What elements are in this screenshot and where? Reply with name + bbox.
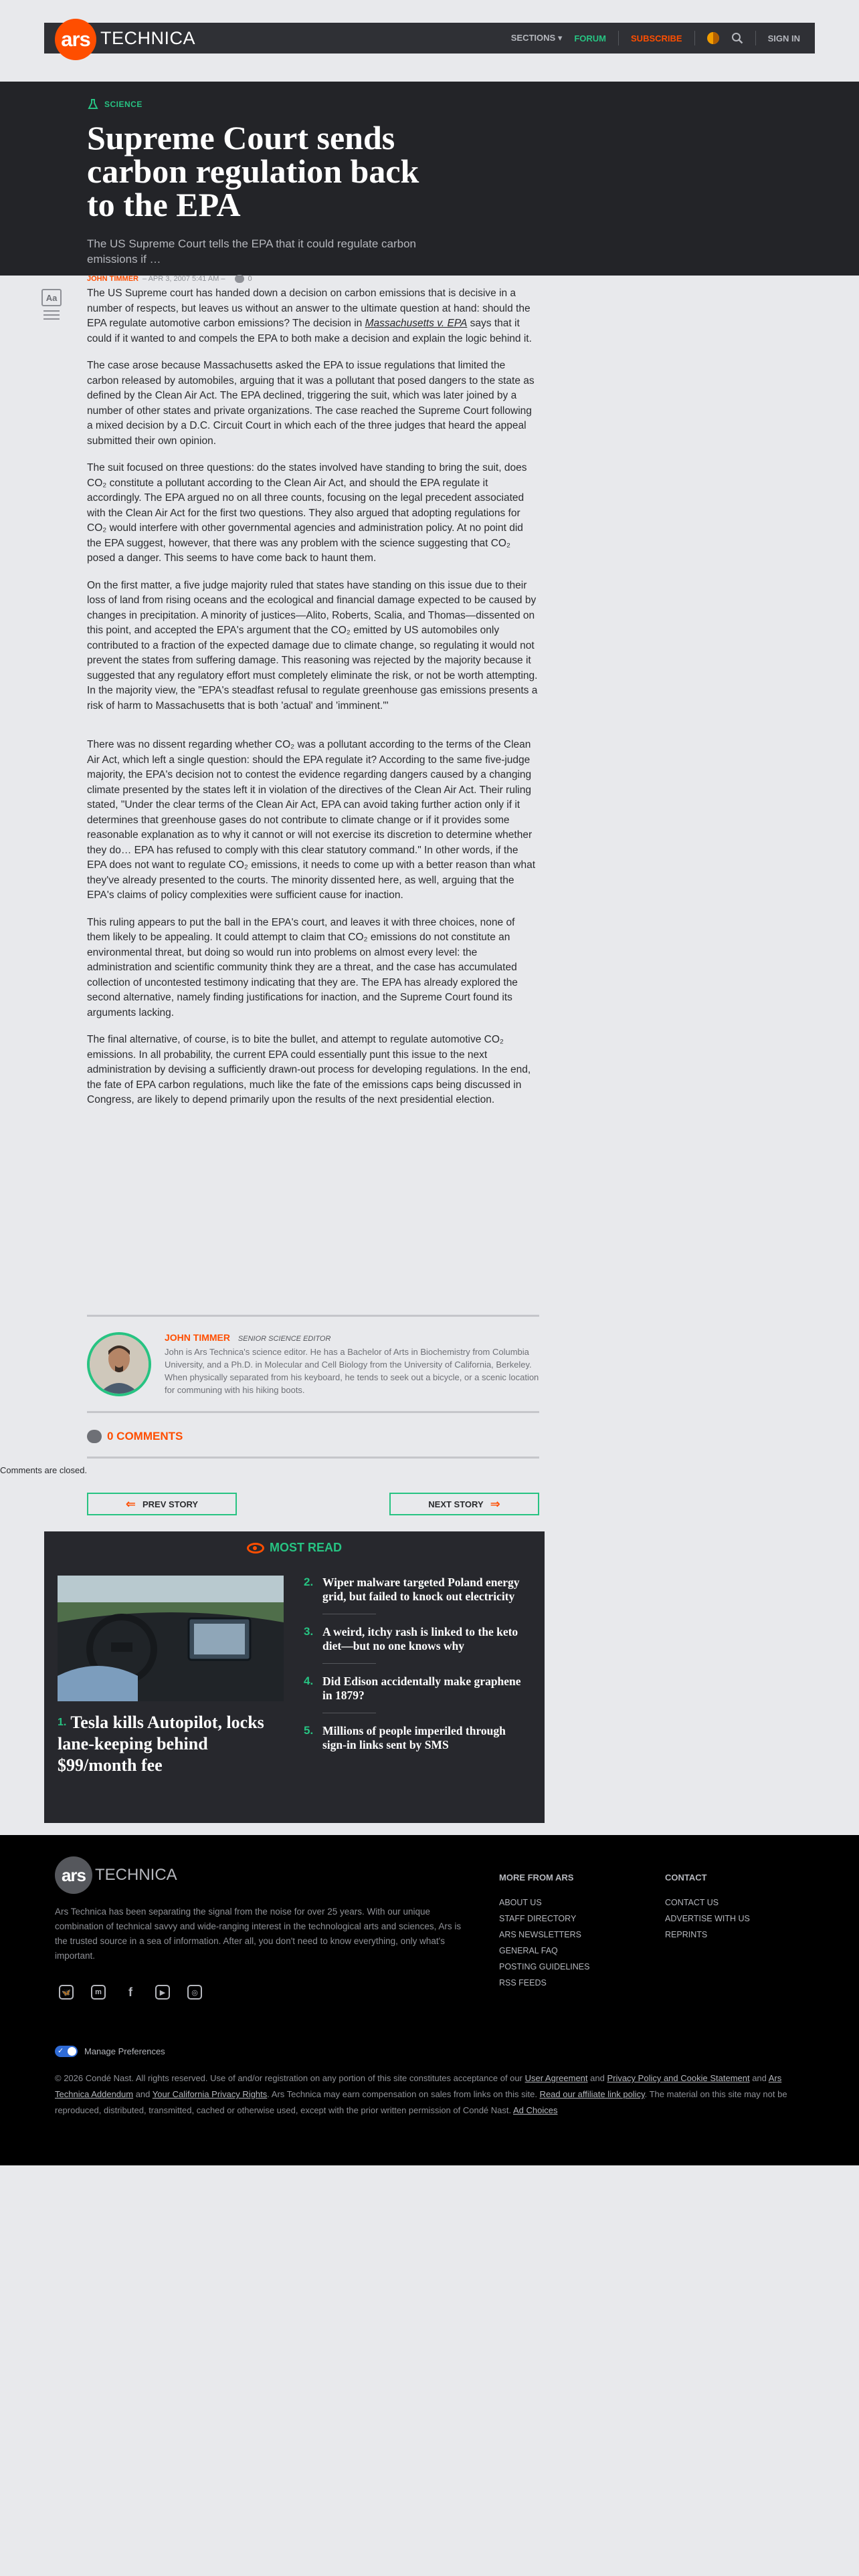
privacy-toggle-icon [55,2046,78,2057]
divider [87,1457,539,1459]
most-read-item[interactable]: 5. Millions of people imperiled through sign-in links sent by SMS [304,1724,506,1751]
logo-mark: ars [55,19,96,60]
arrow-left-icon: ⇐ [125,1497,136,1511]
arrow-right-icon: ⇒ [490,1497,500,1511]
most-read-item[interactable]: 3. A weird, itchy rash is linked to the keto diet—but no one knows why [304,1625,531,1664]
footer-contact-title: CONTACT [665,1872,707,1883]
comment-icon [87,1430,102,1443]
search-icon[interactable] [731,32,743,44]
ad-choices-link[interactable]: Ad Choices [513,2105,558,2115]
footer-logo[interactable]: ars TECHNICA [55,1856,177,1894]
nav-divider [755,31,756,45]
text-settings-button[interactable] [41,289,62,322]
nav-links [511,31,800,45]
car-interior-photo [58,1576,284,1701]
footer-link[interactable]: ARS NEWSLETTERS [499,1930,581,1939]
nav-divider [618,31,619,45]
comments-link[interactable] [87,1430,183,1443]
byline-date: – APR 3, 2007 5:41 AM – [142,275,225,283]
author-photo [90,1335,149,1394]
footer-link[interactable]: ABOUT US [499,1898,542,1907]
footer-about: Ars Technica has been separating the signal from the noise for over 25 years. With our unique combination of technical savvy and wide-ranging interest in the technological arts and sciences, Ars is the trusted source in a sea of information. After all, you don't need to know everything, only what's important. [55,1907,462,1961]
article-paragraph: The case arose because Massachusetts asked the EPA to issue regulations that limited the carbon released by automobiles, arguing that it was a pollutant that posed dangers to the state as defined by the Clean Air Act. The EPA declined, triggering the suit, which was later joined by a number of other states and private organizations. The case reached the Supreme Court following a mixed decision by a D.C. Circuit Court in which each of the three judges that heard the appeal submitted their own opinion. [87,360,535,447]
footer-link[interactable]: RSS FEEDS [499,1978,547,1988]
nav-divider [694,31,695,45]
article-body [87,286,539,1120]
text-lines-icon [41,310,62,320]
prev-story-button[interactable] [87,1493,237,1515]
affiliate-policy-link[interactable]: Read our affiliate link policy [539,2089,645,2099]
comments-closed-notice: Comments are closed. [0,1465,88,1475]
text-size-icon: Aa [41,289,62,306]
social-links [59,1985,202,2000]
facebook-icon[interactable]: f [128,1985,132,1999]
subscribe-link[interactable]: SUBSCRIBE [631,33,682,43]
article-paragraph: This ruling appears to put the ball in the EPA's court, and leaves it with three choices, none of them likely to be appealing. It could attempt to claim that CO₂ emissions do not constitute an environmental threat, but doing so would run into problems on almost every level: the administration and scientific community think they are a threat, and the case has accumulated collection of uncontested testimony indicating that they are. The EPA has already explored the second alternative, namely finding justifications for inaction, and the Supreme Court found its arguments lacking. [87,916,518,1018]
lead-story-title: Tesla kills Autopilot, locks lane-keeping behind $99/month fee [58,1713,264,1775]
comment-icon[interactable] [235,275,244,283]
sign-in-link[interactable]: SIGN IN [767,33,800,43]
byline [87,275,462,283]
article-paragraph: The US Supreme court has handed down a decision on carbon emissions that is decisive in a number of respects, but leaves us without an answer to the ultimate question at hand: should the EPA regulate automotive carbon emissions? The decision in Massachusetts v. EPA says that it could if it wanted to and compels the EPA to both make a decision and explain the logic behind it. [87,288,532,344]
comment-count[interactable]: 0 [248,275,252,283]
next-story-label: NEXT STORY [428,1499,484,1509]
forum-link[interactable]: FORUM [574,33,607,43]
youtube-icon[interactable]: ▶ [155,1985,170,2000]
divider [87,1315,539,1317]
article-dek: The US Supreme Court tells the EPA that it could regulate carbon emissions if … [87,237,417,265]
footer-link[interactable]: STAFF DIRECTORY [499,1914,577,1923]
flask-icon [87,98,99,110]
footer-legal: © 2026 Condé Nast. All rights reserved. Use of and/or registration on any portion of this site constitutes acceptance of our User Agreement and Privacy Policy and Cookie Statement and Ars Technica Addendum and Your California Privacy Rights. Ars Technica may earn compensation on sales from links on this site. Read our affiliate link policy. The material on this site may not be reproduced, distributed, transmitted, cached or otherwise used, except with the prior written permission of Condé Nast. Ad Choices [55,2073,787,2115]
mastodon-icon[interactable]: m [91,1985,106,2000]
instagram-icon[interactable]: ◎ [187,1985,202,2000]
top-nav [44,23,815,53]
lead-story-link[interactable]: $^{1.}$ Tesla kills Autopilot, locks lane-keeping behind $99/month fee [58,1713,264,1775]
most-read-item[interactable]: 2. Wiper malware targeted Poland energy grid, but failed to knock out electricity [304,1576,531,1614]
article-paragraph: On the first matter, a five judge majority ruled that states have standing on this issue due to their loss of land from rising oceans and the ecological and financial damage expected to be caused by changes in precipitation. A minority of justices—Alito, Roberts, Scalia, and Thomas—dissented on this point, and accepted the EPA's argument that the CO₂ emitted by US automobiles only contributed to a fraction of the expected damage due to climate change, so regulating it would not prevent the states from suffering damage. This reasoning was rejected by the majority because it suggested that any regulatory effort must completely eliminate the risk, or not be worth attempting. In the majority view, the "EPA's steadfast refusal to regulate greenhouse gas emissions presents a risk of harm to Massachusetts that is both 'actual' and 'imminent.'" [87,579,538,712]
footer-contact-column [665,1872,750,1943]
avatar[interactable] [87,1332,151,1396]
article-paragraph: The final alternative, of course, is to bite the bullet, and attempt to regulate automotive CO₂ emissions. In all probability, the current EPA could essentially punt this issue to the next administration by devising a sufficiently drawn-out process for developing regulations. In the end, the fate of EPA carbon regulations, much like the fate of the emissions caps being discussed in Congress, are likely to depend primarily upon the results of the next presidential election. [87,1034,531,1105]
california-privacy-link[interactable]: Your California Privacy Rights [152,2089,268,2099]
site-logo[interactable] [55,23,195,53]
footer-link[interactable]: POSTING GUIDELINES [499,1962,590,1971]
logo-word: TECHNICA [100,27,196,48]
eye-icon [247,1543,264,1553]
most-read-panel [44,1531,545,1823]
most-read-title: MOST READ [44,1541,545,1555]
footer-more-title: MORE FROM ARS [499,1872,574,1883]
article-hero [0,82,859,283]
manage-preferences-button[interactable]: ✓ Manage Preferences [55,2046,165,2057]
divider [87,1411,539,1413]
footer-link[interactable]: ADVERTISE WITH US [665,1914,750,1923]
category-label: SCIENCE [104,100,142,109]
article-headline: Supreme Court sends carbon regulation back to the EPA [87,119,419,223]
most-read-list [304,1576,531,1774]
footer-link[interactable]: CONTACT US [665,1898,719,1907]
sections-menu[interactable]: SECTIONS ▾ [510,33,563,43]
author-box [87,1332,539,1396]
author-name[interactable]: JOHN TIMMER [165,1332,230,1343]
article-paragraph: The suit focused on three questions: do the states involved have standing to bring the suit, does CO₂ constitute a pollutant according to the Clean Air Act, and should the EPA regulate it accordingly. The EPA argued no on all three counts, focusing on the legal precedent associated with the Clean Air Act for the first two questions. They also argued that adopting regulations for CO₂ would interfere with other governmental agencies and administration policy. At no point did the EPA suggest, however, that there was any problem with the science suggesting that CO₂ posed a danger. This seems to have come back to haunt them. [87,462,527,564]
site-footer [0,1835,859,2165]
privacy-policy-link[interactable]: Privacy Policy and Cookie Statement [607,2073,750,2083]
footer-link[interactable]: GENERAL FAQ [499,1946,558,1955]
byline-author[interactable]: JOHN TIMMER [87,275,138,283]
article-paragraph: There was no dissent regarding whether CO₂ was a pollutant according to the terms of the Clean Air Act, which left a single question: should the EPA regulate it? According to the same five-judge majority, the EPA's decision not to contest the evidence regarding dangers caused by a changing climate presented by the states left it in violation of the directives of the Clean Air Act. Their ruling stated, "Under the clear terms of the Clean Air Act, EPA can avoid taking further action only if it determines that greenhouse gases do not contribute to climate change or if it provides some reasonable explanation as to why it cannot or will not exercise its discretion to determine whether they do… EPA has refused to comply with this clear statutory command." In other words, if the EPA does not want to regulate CO₂ emissions, it needs to come up with a better reason than what they've already presented to the courts. The minority dissented here, as well, arguing that the EPA's claims of policy complexities were sufficient cause for inaction. [87,739,536,901]
prev-story-label: PREV STORY [142,1499,199,1509]
case-link[interactable]: Massachusetts v. EPA [365,318,468,329]
lead-story-image[interactable] [58,1576,284,1701]
user-agreement-link[interactable]: User Agreement [524,2073,588,2083]
comments-count-label: 0 COMMENTS [107,1430,183,1442]
theme-toggle-icon[interactable] [707,32,719,44]
footer-link[interactable]: REPRINTS [665,1930,708,1939]
next-story-button[interactable] [389,1493,539,1515]
footer-more-column [499,1872,589,1991]
most-read-item[interactable]: 4. Did Edison accidentally make graphene in 1879? [304,1675,531,1713]
category-link[interactable] [87,98,462,110]
author-role: SENIOR SCIENCE EDITOR [237,1335,331,1343]
bluesky-icon[interactable]: 🦋 [59,1985,74,2000]
addendum-link[interactable]: Ars Technica Addendum [55,2073,782,2099]
author-bio: John is Ars Technica's science editor. He has a Bachelor of Arts in Biochemistry from Columbia University, and a Ph.D. in Molecular and Cell Biology from the University of California, Berkeley. When physically separated from his keyboard, he tends to seek out a bicycle, or a scenic location for communing with his hiking boots. [165,1347,539,1395]
